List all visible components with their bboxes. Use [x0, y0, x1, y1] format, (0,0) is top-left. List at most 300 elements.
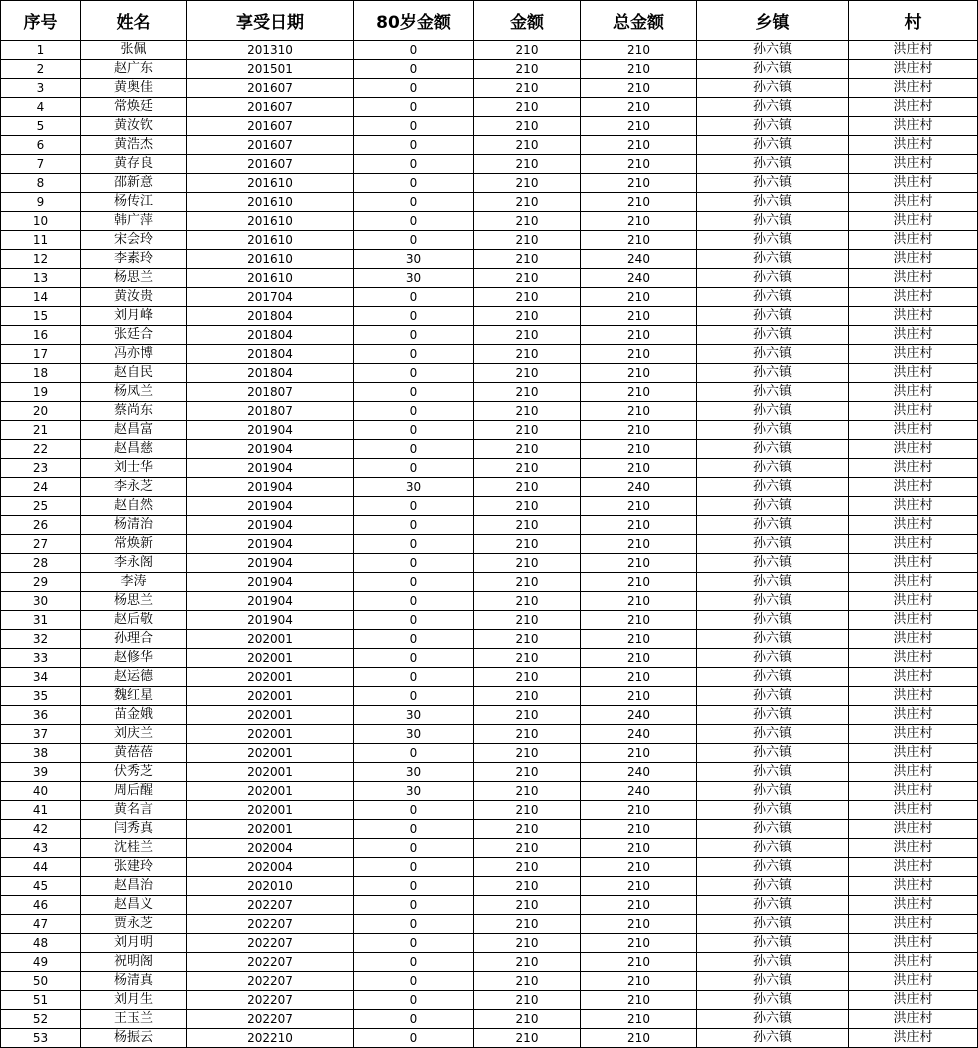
header-village: 村 — [849, 1, 978, 41]
cell-town: 孙六镇 — [697, 953, 849, 972]
cell-total: 210 — [581, 231, 697, 250]
cell-age80-amount: 0 — [354, 972, 474, 991]
cell-village: 洪庄村 — [849, 79, 978, 98]
cell-age80-amount: 0 — [354, 193, 474, 212]
cell-total: 210 — [581, 459, 697, 478]
cell-total: 210 — [581, 592, 697, 611]
cell-amount: 210 — [474, 250, 581, 269]
cell-age80-amount: 30 — [354, 706, 474, 725]
cell-amount: 210 — [474, 117, 581, 136]
table-row — [1, 1029, 978, 1048]
cell-start-date: 202207 — [187, 915, 354, 934]
cell-amount: 210 — [474, 953, 581, 972]
cell-town: 孙六镇 — [697, 706, 849, 725]
cell-total: 210 — [581, 402, 697, 421]
table-row — [1, 896, 978, 915]
table-row — [1, 193, 978, 212]
cell-village: 洪庄村 — [849, 117, 978, 136]
cell-town: 孙六镇 — [697, 364, 849, 383]
cell-start-date: 201904 — [187, 535, 354, 554]
table-row — [1, 250, 978, 269]
cell-town: 孙六镇 — [697, 801, 849, 820]
cell-start-date: 201610 — [187, 174, 354, 193]
cell-amount: 210 — [474, 801, 581, 820]
cell-amount: 210 — [474, 744, 581, 763]
cell-index: 40 — [1, 782, 81, 801]
cell-total: 210 — [581, 155, 697, 174]
cell-total: 210 — [581, 288, 697, 307]
cell-total: 210 — [581, 687, 697, 706]
cell-start-date: 201904 — [187, 554, 354, 573]
table-body — [1, 41, 978, 1048]
cell-amount: 210 — [474, 79, 581, 98]
cell-total: 240 — [581, 706, 697, 725]
cell-name: 黄汝钦 — [81, 117, 187, 136]
cell-amount: 210 — [474, 573, 581, 592]
cell-index: 22 — [1, 440, 81, 459]
cell-start-date: 201607 — [187, 117, 354, 136]
table-header — [1, 1, 978, 41]
cell-town: 孙六镇 — [697, 440, 849, 459]
cell-age80-amount: 30 — [354, 725, 474, 744]
cell-town: 孙六镇 — [697, 288, 849, 307]
cell-start-date: 201607 — [187, 79, 354, 98]
table-row — [1, 41, 978, 60]
cell-start-date: 202001 — [187, 744, 354, 763]
header-amount: 金额 — [474, 1, 581, 41]
cell-index: 46 — [1, 896, 81, 915]
cell-village: 洪庄村 — [849, 630, 978, 649]
cell-village: 洪庄村 — [849, 706, 978, 725]
table-row — [1, 991, 978, 1010]
table-row — [1, 231, 978, 250]
table-row — [1, 820, 978, 839]
cell-index: 5 — [1, 117, 81, 136]
cell-town: 孙六镇 — [697, 972, 849, 991]
table-row — [1, 440, 978, 459]
cell-age80-amount: 0 — [354, 820, 474, 839]
cell-amount: 210 — [474, 592, 581, 611]
cell-age80-amount: 0 — [354, 497, 474, 516]
cell-age80-amount: 0 — [354, 877, 474, 896]
cell-town: 孙六镇 — [697, 782, 849, 801]
cell-town: 孙六镇 — [697, 668, 849, 687]
cell-town: 孙六镇 — [697, 934, 849, 953]
table-row — [1, 345, 978, 364]
cell-name: 赵修华 — [81, 649, 187, 668]
table-row — [1, 421, 978, 440]
cell-amount: 210 — [474, 440, 581, 459]
cell-village: 洪庄村 — [849, 155, 978, 174]
header-index: 序号 — [1, 1, 81, 41]
cell-age80-amount: 0 — [354, 1029, 474, 1048]
cell-total: 210 — [581, 345, 697, 364]
cell-total: 210 — [581, 573, 697, 592]
cell-age80-amount: 0 — [354, 326, 474, 345]
cell-village: 洪庄村 — [849, 402, 978, 421]
cell-index: 14 — [1, 288, 81, 307]
cell-start-date: 202001 — [187, 706, 354, 725]
cell-age80-amount: 0 — [354, 649, 474, 668]
cell-index: 16 — [1, 326, 81, 345]
cell-start-date: 202210 — [187, 1029, 354, 1048]
cell-age80-amount: 0 — [354, 41, 474, 60]
cell-total: 210 — [581, 98, 697, 117]
cell-index: 6 — [1, 136, 81, 155]
cell-amount: 210 — [474, 687, 581, 706]
cell-village: 洪庄村 — [849, 801, 978, 820]
cell-amount: 210 — [474, 155, 581, 174]
header-name: 姓名 — [81, 1, 187, 41]
cell-age80-amount: 0 — [354, 117, 474, 136]
cell-village: 洪庄村 — [849, 915, 978, 934]
cell-total: 210 — [581, 117, 697, 136]
cell-index: 49 — [1, 953, 81, 972]
cell-index: 29 — [1, 573, 81, 592]
cell-village: 洪庄村 — [849, 991, 978, 1010]
cell-age80-amount: 0 — [354, 345, 474, 364]
cell-age80-amount: 0 — [354, 212, 474, 231]
cell-age80-amount: 0 — [354, 744, 474, 763]
cell-name: 李涛 — [81, 573, 187, 592]
cell-index: 20 — [1, 402, 81, 421]
cell-index: 27 — [1, 535, 81, 554]
cell-village: 洪庄村 — [849, 212, 978, 231]
cell-amount: 210 — [474, 193, 581, 212]
cell-index: 30 — [1, 592, 81, 611]
cell-age80-amount: 30 — [354, 478, 474, 497]
cell-village: 洪庄村 — [849, 763, 978, 782]
cell-village: 洪庄村 — [849, 668, 978, 687]
cell-total: 210 — [581, 174, 697, 193]
cell-village: 洪庄村 — [849, 98, 978, 117]
table-row — [1, 155, 978, 174]
cell-total: 210 — [581, 554, 697, 573]
cell-name: 李素玲 — [81, 250, 187, 269]
cell-name: 黄名言 — [81, 801, 187, 820]
cell-index: 7 — [1, 155, 81, 174]
cell-name: 黄蓓蓓 — [81, 744, 187, 763]
cell-start-date: 202001 — [187, 763, 354, 782]
cell-total: 210 — [581, 1010, 697, 1029]
cell-start-date: 202010 — [187, 877, 354, 896]
cell-index: 36 — [1, 706, 81, 725]
header-total: 总金额 — [581, 1, 697, 41]
cell-amount: 210 — [474, 668, 581, 687]
cell-index: 31 — [1, 611, 81, 630]
cell-name: 赵自民 — [81, 364, 187, 383]
cell-amount: 210 — [474, 231, 581, 250]
cell-age80-amount: 0 — [354, 934, 474, 953]
cell-village: 洪庄村 — [849, 364, 978, 383]
table-row — [1, 174, 978, 193]
table-row — [1, 459, 978, 478]
cell-start-date: 202001 — [187, 782, 354, 801]
cell-total: 210 — [581, 193, 697, 212]
cell-town: 孙六镇 — [697, 1029, 849, 1048]
cell-town: 孙六镇 — [697, 687, 849, 706]
cell-village: 洪庄村 — [849, 478, 978, 497]
cell-name: 杨凤兰 — [81, 383, 187, 402]
table-row — [1, 497, 978, 516]
cell-index: 34 — [1, 668, 81, 687]
cell-name: 杨传江 — [81, 193, 187, 212]
cell-village: 洪庄村 — [849, 345, 978, 364]
cell-index: 48 — [1, 934, 81, 953]
cell-name: 魏红星 — [81, 687, 187, 706]
cell-index: 53 — [1, 1029, 81, 1048]
cell-index: 25 — [1, 497, 81, 516]
cell-town: 孙六镇 — [697, 326, 849, 345]
cell-amount: 210 — [474, 383, 581, 402]
table-row — [1, 592, 978, 611]
cell-village: 洪庄村 — [849, 307, 978, 326]
table-row — [1, 326, 978, 345]
cell-town: 孙六镇 — [697, 345, 849, 364]
header-row — [1, 1, 978, 41]
table-row — [1, 725, 978, 744]
cell-village: 洪庄村 — [849, 193, 978, 212]
cell-total: 210 — [581, 649, 697, 668]
cell-town: 孙六镇 — [697, 60, 849, 79]
cell-age80-amount: 0 — [354, 896, 474, 915]
cell-index: 38 — [1, 744, 81, 763]
cell-village: 洪庄村 — [849, 136, 978, 155]
cell-village: 洪庄村 — [849, 839, 978, 858]
cell-total: 210 — [581, 934, 697, 953]
cell-start-date: 201804 — [187, 326, 354, 345]
cell-name: 沈桂兰 — [81, 839, 187, 858]
cell-name: 韩广萍 — [81, 212, 187, 231]
cell-village: 洪庄村 — [849, 896, 978, 915]
cell-age80-amount: 0 — [354, 516, 474, 535]
cell-start-date: 201607 — [187, 98, 354, 117]
cell-start-date: 201607 — [187, 155, 354, 174]
cell-total: 210 — [581, 79, 697, 98]
cell-village: 洪庄村 — [849, 858, 978, 877]
cell-start-date: 201804 — [187, 364, 354, 383]
cell-total: 210 — [581, 611, 697, 630]
cell-town: 孙六镇 — [697, 212, 849, 231]
cell-amount: 210 — [474, 972, 581, 991]
cell-index: 24 — [1, 478, 81, 497]
cell-start-date: 201501 — [187, 60, 354, 79]
table-row — [1, 117, 978, 136]
cell-start-date: 201607 — [187, 136, 354, 155]
cell-amount: 210 — [474, 497, 581, 516]
cell-town: 孙六镇 — [697, 79, 849, 98]
cell-start-date: 202001 — [187, 687, 354, 706]
cell-age80-amount: 0 — [354, 383, 474, 402]
cell-total: 210 — [581, 212, 697, 231]
cell-age80-amount: 0 — [354, 136, 474, 155]
cell-index: 52 — [1, 1010, 81, 1029]
table-row — [1, 877, 978, 896]
cell-start-date: 202207 — [187, 991, 354, 1010]
cell-total: 210 — [581, 326, 697, 345]
cell-total: 210 — [581, 535, 697, 554]
cell-village: 洪庄村 — [849, 174, 978, 193]
cell-amount: 210 — [474, 364, 581, 383]
cell-village: 洪庄村 — [849, 326, 978, 345]
cell-total: 210 — [581, 497, 697, 516]
cell-town: 孙六镇 — [697, 117, 849, 136]
cell-start-date: 201904 — [187, 592, 354, 611]
cell-total: 210 — [581, 668, 697, 687]
cell-village: 洪庄村 — [849, 782, 978, 801]
cell-village: 洪庄村 — [849, 953, 978, 972]
cell-town: 孙六镇 — [697, 763, 849, 782]
cell-index: 26 — [1, 516, 81, 535]
cell-town: 孙六镇 — [697, 98, 849, 117]
cell-name: 赵自然 — [81, 497, 187, 516]
cell-start-date: 201610 — [187, 231, 354, 250]
cell-amount: 210 — [474, 478, 581, 497]
cell-village: 洪庄村 — [849, 231, 978, 250]
cell-total: 210 — [581, 1029, 697, 1048]
cell-village: 洪庄村 — [849, 554, 978, 573]
cell-town: 孙六镇 — [697, 573, 849, 592]
cell-town: 孙六镇 — [697, 858, 849, 877]
cell-name: 张佩 — [81, 41, 187, 60]
cell-town: 孙六镇 — [697, 383, 849, 402]
cell-amount: 210 — [474, 782, 581, 801]
cell-age80-amount: 0 — [354, 668, 474, 687]
table-row — [1, 60, 978, 79]
cell-age80-amount: 0 — [354, 611, 474, 630]
cell-start-date: 202001 — [187, 801, 354, 820]
cell-start-date: 202004 — [187, 839, 354, 858]
cell-start-date: 201904 — [187, 440, 354, 459]
cell-name: 赵昌义 — [81, 896, 187, 915]
cell-name: 杨思兰 — [81, 592, 187, 611]
cell-amount: 210 — [474, 706, 581, 725]
cell-amount: 210 — [474, 820, 581, 839]
cell-index: 12 — [1, 250, 81, 269]
cell-town: 孙六镇 — [697, 231, 849, 250]
cell-age80-amount: 0 — [354, 459, 474, 478]
cell-start-date: 201904 — [187, 459, 354, 478]
cell-index: 33 — [1, 649, 81, 668]
cell-total: 240 — [581, 250, 697, 269]
table-row — [1, 535, 978, 554]
cell-age80-amount: 0 — [354, 687, 474, 706]
cell-age80-amount: 0 — [354, 535, 474, 554]
cell-village: 洪庄村 — [849, 573, 978, 592]
cell-start-date: 202207 — [187, 953, 354, 972]
cell-age80-amount: 0 — [354, 915, 474, 934]
cell-name: 赵昌慈 — [81, 440, 187, 459]
cell-village: 洪庄村 — [849, 1029, 978, 1048]
cell-index: 47 — [1, 915, 81, 934]
cell-village: 洪庄村 — [849, 459, 978, 478]
cell-total: 240 — [581, 269, 697, 288]
cell-total: 240 — [581, 763, 697, 782]
cell-start-date: 202001 — [187, 649, 354, 668]
cell-index: 15 — [1, 307, 81, 326]
cell-amount: 210 — [474, 288, 581, 307]
table-row — [1, 383, 978, 402]
cell-name: 伏秀芝 — [81, 763, 187, 782]
cell-name: 祝明阁 — [81, 953, 187, 972]
cell-town: 孙六镇 — [697, 1010, 849, 1029]
table-row — [1, 934, 978, 953]
cell-index: 10 — [1, 212, 81, 231]
cell-town: 孙六镇 — [697, 421, 849, 440]
cell-age80-amount: 0 — [354, 364, 474, 383]
cell-age80-amount: 30 — [354, 763, 474, 782]
cell-start-date: 201807 — [187, 383, 354, 402]
cell-village: 洪庄村 — [849, 934, 978, 953]
cell-name: 杨振云 — [81, 1029, 187, 1048]
cell-index: 17 — [1, 345, 81, 364]
cell-amount: 210 — [474, 60, 581, 79]
cell-amount: 210 — [474, 611, 581, 630]
table-row — [1, 915, 978, 934]
table-row — [1, 478, 978, 497]
cell-total: 210 — [581, 915, 697, 934]
cell-start-date: 201807 — [187, 402, 354, 421]
cell-name: 黄存良 — [81, 155, 187, 174]
cell-town: 孙六镇 — [697, 478, 849, 497]
header-start-date: 享受日期 — [187, 1, 354, 41]
cell-town: 孙六镇 — [697, 174, 849, 193]
cell-age80-amount: 0 — [354, 98, 474, 117]
cell-total: 210 — [581, 972, 697, 991]
table-row — [1, 79, 978, 98]
cell-amount: 210 — [474, 991, 581, 1010]
cell-name: 李永芝 — [81, 478, 187, 497]
cell-name: 蔡尚东 — [81, 402, 187, 421]
cell-name: 王玉兰 — [81, 1010, 187, 1029]
cell-age80-amount: 0 — [354, 155, 474, 174]
cell-start-date: 201610 — [187, 212, 354, 231]
cell-start-date: 201904 — [187, 478, 354, 497]
cell-start-date: 202001 — [187, 725, 354, 744]
cell-age80-amount: 0 — [354, 307, 474, 326]
cell-age80-amount: 0 — [354, 801, 474, 820]
cell-town: 孙六镇 — [697, 307, 849, 326]
cell-amount: 210 — [474, 896, 581, 915]
cell-name: 黄奥佳 — [81, 79, 187, 98]
table-row — [1, 630, 978, 649]
cell-index: 21 — [1, 421, 81, 440]
cell-age80-amount: 0 — [354, 79, 474, 98]
cell-total: 210 — [581, 896, 697, 915]
cell-total: 210 — [581, 839, 697, 858]
cell-amount: 210 — [474, 98, 581, 117]
cell-name: 孙理合 — [81, 630, 187, 649]
cell-amount: 210 — [474, 516, 581, 535]
cell-amount: 210 — [474, 535, 581, 554]
cell-total: 210 — [581, 421, 697, 440]
cell-index: 1 — [1, 41, 81, 60]
cell-start-date: 202004 — [187, 858, 354, 877]
cell-age80-amount: 30 — [354, 250, 474, 269]
table-row — [1, 269, 978, 288]
cell-start-date: 201804 — [187, 307, 354, 326]
cell-amount: 210 — [474, 212, 581, 231]
cell-start-date: 201904 — [187, 421, 354, 440]
cell-village: 洪庄村 — [849, 269, 978, 288]
cell-start-date: 202207 — [187, 896, 354, 915]
cell-name: 赵昌治 — [81, 877, 187, 896]
cell-age80-amount: 30 — [354, 269, 474, 288]
cell-town: 孙六镇 — [697, 839, 849, 858]
cell-town: 孙六镇 — [697, 896, 849, 915]
cell-amount: 210 — [474, 630, 581, 649]
cell-village: 洪庄村 — [849, 725, 978, 744]
